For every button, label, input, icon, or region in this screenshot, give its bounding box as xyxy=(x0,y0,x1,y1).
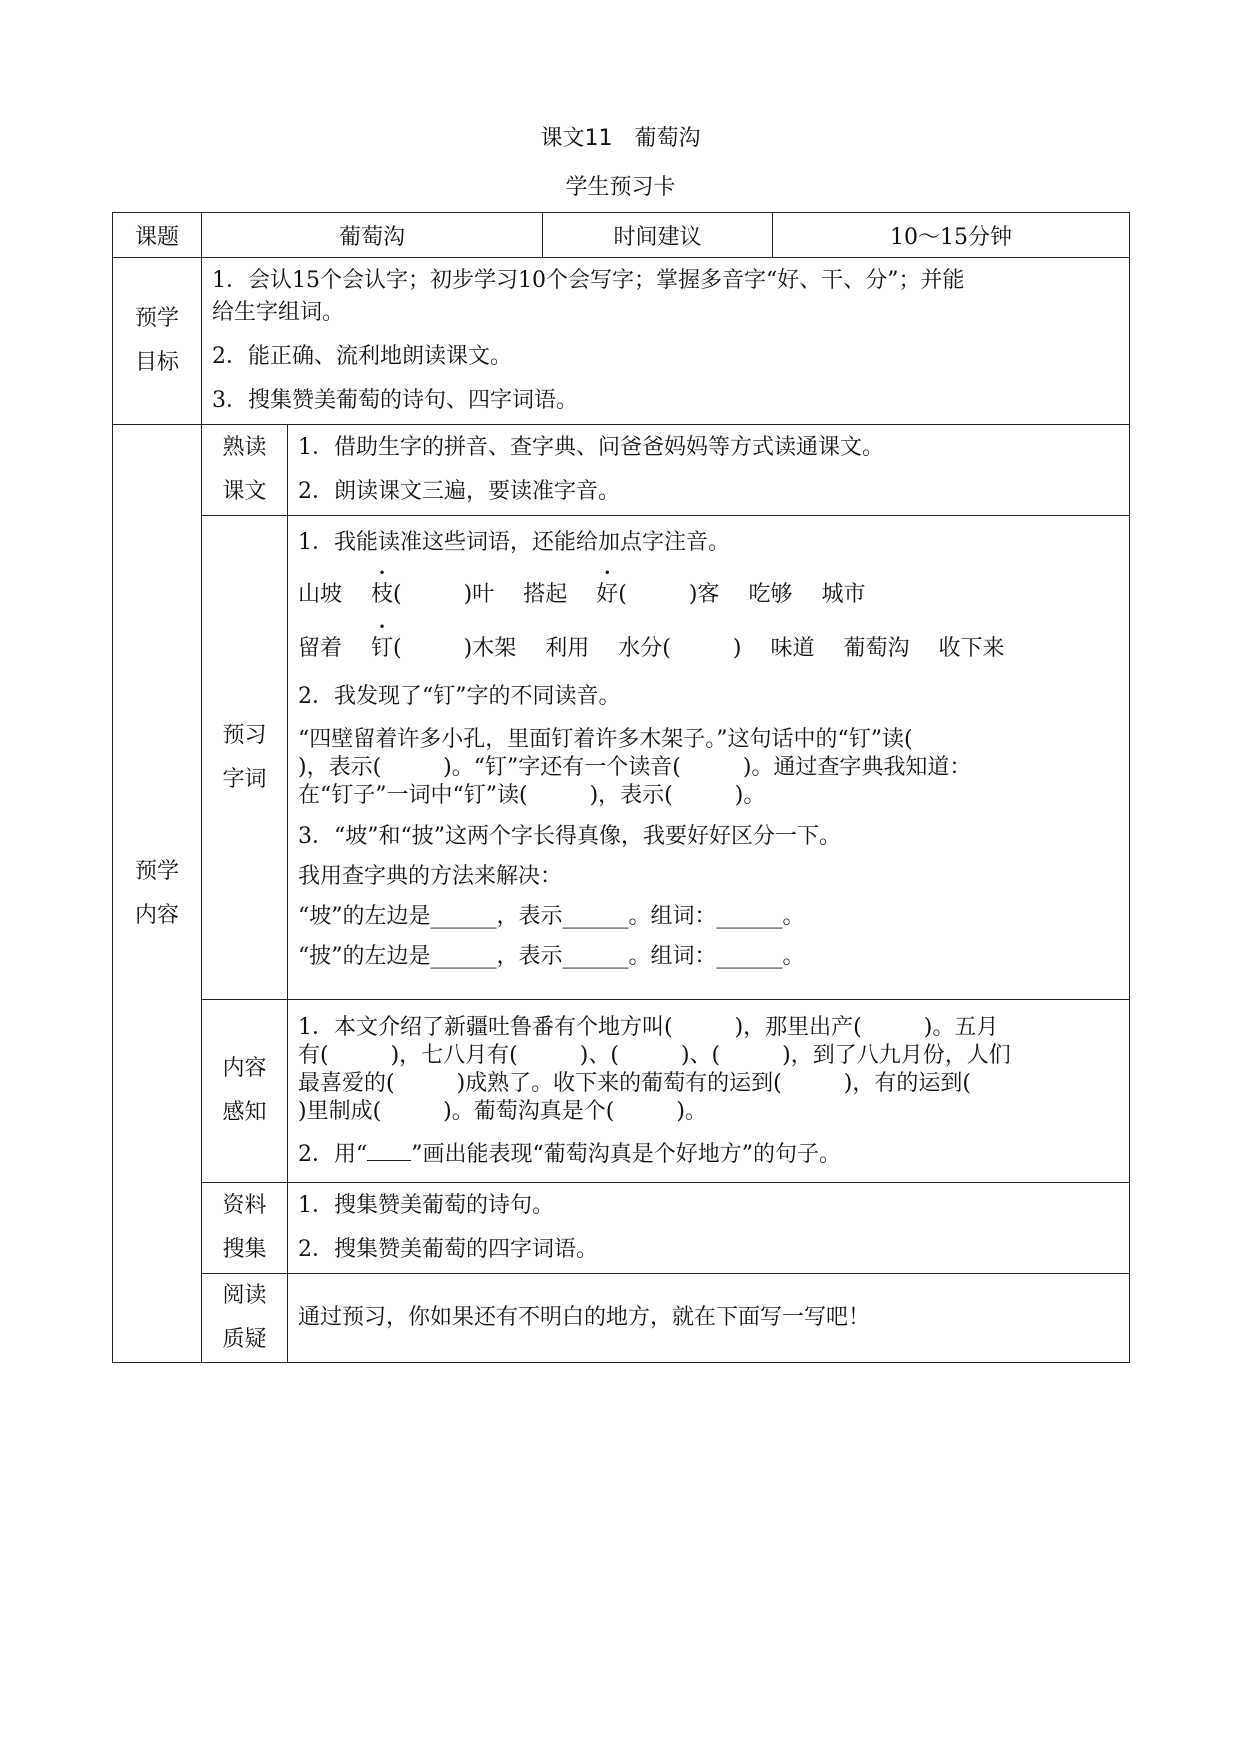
read-content xyxy=(288,425,1130,516)
goal-item: 3．搜集赞美葡萄的诗句、四字词语。 xyxy=(212,388,578,413)
collect-label: 资料 搜集 xyxy=(202,1183,288,1274)
read-item: 1．借助生字的拼音、查字典、问爸爸妈妈等方式读通课文。 xyxy=(298,435,884,460)
page-subtitle: 学生预习卡 xyxy=(565,175,676,200)
question-content xyxy=(288,1274,1130,1363)
words-q3-po: “坡”的左边是______，表示______。组词：______。 xyxy=(298,904,805,929)
perceive-p2: 2．用“ ”画出能表现“葡萄沟真是个好地方”的句子。 xyxy=(298,1142,841,1167)
words-q3: 3．“坡”和“披”这两个字长得真像，我要好好区分一下。 xyxy=(298,824,841,849)
words-q2: 2．我发现了“钉”字的不同读音。 xyxy=(298,684,621,709)
goals-label: 预学 目标 xyxy=(113,258,202,425)
goal-item: 2．能正确、流利地朗读课文。 xyxy=(212,344,512,369)
collect-item: 1．搜集赞美葡萄的诗句。 xyxy=(298,1193,554,1218)
question-label: 阅读 质疑 xyxy=(202,1274,288,1363)
read-item: 2．朗读课文三遍，要读准字音。 xyxy=(298,479,620,504)
goals-content xyxy=(202,258,1130,425)
words-row-2: 留着 钉( )木架 利用 水分( ) 味道 葡萄沟 收下来 xyxy=(298,636,1005,661)
goal-item: 1．会认15个会认字；初步学习10个会写字；掌握多音字“好、干、分”；并能 xyxy=(212,268,965,293)
time-value: 10～15分钟 xyxy=(773,213,1130,258)
collect-content xyxy=(288,1183,1130,1274)
topic-value: 葡萄沟 xyxy=(202,213,543,258)
page-title: 课文11 葡萄沟 xyxy=(540,126,701,151)
question-text: 通过预习，你如果还有不明白的地方，就在下面写一写吧！ xyxy=(298,1305,871,1330)
content-label: 预学 内容 xyxy=(113,425,202,1363)
preview-card-table xyxy=(112,212,1130,1363)
words-q3-method: 我用查字典的方法来解决： xyxy=(298,864,563,889)
topic-label: 课题 xyxy=(113,213,202,258)
read-label: 熟读 课文 xyxy=(202,425,288,516)
goal-item: 给生字组词。 xyxy=(212,300,345,325)
words-q2-text: “四壁留着许多小孔，里面钉着许多木架子。”这句话中的“钉”读( )，表示( )。“钉”字还有一个读音( )。通过查字典我知道： 在“钉子”一词中“钉”读( )，表示( )。 xyxy=(298,727,972,808)
words-label: 预习 字词 xyxy=(202,516,288,1000)
time-label: 时间建议 xyxy=(543,213,773,258)
words-row-1: 山坡 枝( )叶 搭起 好( )客 吃够 城市 xyxy=(298,582,866,607)
perceive-content xyxy=(288,1000,1130,1183)
words-content xyxy=(288,516,1130,1000)
words-q1: 1．我能读准这些词语，还能给加点字注音。 xyxy=(298,530,730,555)
words-q3-pi: “披”的左边是______，表示______。组词：______。 xyxy=(298,944,805,969)
perceive-p1: 1．本文介绍了新疆吐鲁番有个地方叫( )，那里出产( )。五月 有( )，七八月有( )、( )、( )，到了八九月份，人们 最喜爱的( )成熟了。收下来的葡萄有的运到( )，有的运到( )里制成( )。葡萄沟真是个( )。 xyxy=(298,1015,1011,1124)
collect-item: 2．搜集赞美葡萄的四字词语。 xyxy=(298,1237,598,1262)
perceive-label: 内容 感知 xyxy=(202,1000,288,1183)
